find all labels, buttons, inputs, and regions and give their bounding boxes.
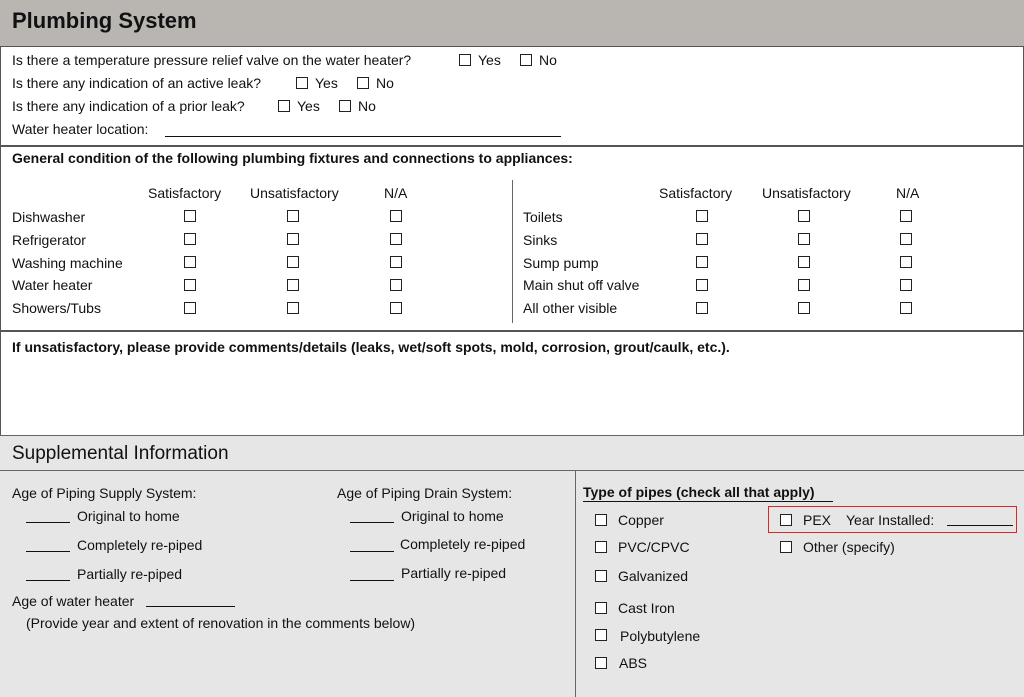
water-heater-age-label: Age of water heater (12, 593, 135, 609)
supply-partially-label: Partially re-piped (77, 566, 183, 582)
supply-original-blank[interactable] (26, 522, 70, 523)
fixture-label: Main shut off valve (523, 277, 640, 293)
left-col-unsatisfactory: Unsatisfactory (250, 185, 339, 201)
showers-satisfactory-checkbox[interactable] (184, 302, 196, 314)
sump-pump-unsatisfactory-checkbox[interactable] (798, 256, 810, 268)
supplemental-title: Supplemental Information (12, 443, 229, 464)
pipe-pex-label: PEX (803, 512, 832, 528)
supply-original-label: Original to home (77, 508, 180, 524)
active-leak-no-label: No (376, 75, 394, 91)
water-heater-location-label: Water heater location: (12, 121, 149, 137)
sump-pump-na-checkbox[interactable] (900, 256, 912, 268)
relief-valve-no-checkbox[interactable] (520, 54, 532, 66)
fixture-label: Refrigerator (12, 232, 86, 248)
relief-valve-yes-checkbox[interactable] (459, 54, 471, 66)
supply-label: Age of Piping Supply System: (12, 485, 197, 501)
fixture-label: Washing machine (12, 255, 123, 271)
relief-valve-yes-label: Yes (478, 52, 501, 68)
refrigerator-na-checkbox[interactable] (390, 233, 402, 245)
dishwasher-unsatisfactory-checkbox[interactable] (287, 210, 299, 222)
prior-leak-yes-checkbox[interactable] (278, 100, 290, 112)
toilets-na-checkbox[interactable] (900, 210, 912, 222)
supplemental-top-border (0, 435, 1024, 436)
pipe-polybutylene-checkbox[interactable] (595, 629, 607, 641)
shutoff-valve-na-checkbox[interactable] (900, 279, 912, 291)
water-heater-location-field[interactable] (165, 136, 561, 137)
fixture-label: Sump pump (523, 255, 599, 271)
drain-original-label: Original to home (401, 508, 504, 524)
pipes-heading-underline (583, 501, 833, 502)
sump-pump-satisfactory-checkbox[interactable] (696, 256, 708, 268)
fixtures-divider (512, 180, 513, 323)
drain-partially-blank[interactable] (350, 580, 394, 581)
pipe-abs-checkbox[interactable] (595, 657, 607, 669)
pipe-abs-label: ABS (619, 655, 648, 671)
pipe-other-label: Other (specify) (803, 539, 895, 555)
supply-completely-label: Completely re-piped (77, 537, 203, 553)
pipe-copper-label: Copper (618, 512, 664, 528)
dishwasher-satisfactory-checkbox[interactable] (184, 210, 196, 222)
fixture-label: Dishwasher (12, 209, 86, 225)
drain-completely-label: Completely re-piped (400, 536, 526, 552)
toilets-unsatisfactory-checkbox[interactable] (798, 210, 810, 222)
supply-partially-blank[interactable] (26, 580, 70, 581)
fixture-label: Toilets (523, 209, 563, 225)
fixture-label: Water heater (12, 277, 93, 293)
pipe-galvanized-label: Galvanized (618, 568, 689, 584)
fixture-label: Showers/Tubs (12, 300, 101, 316)
year-installed-field[interactable] (947, 525, 1013, 526)
right-col-satisfactory: Satisfactory (659, 185, 733, 201)
water-heater-unsatisfactory-checkbox[interactable] (287, 279, 299, 291)
sinks-na-checkbox[interactable] (900, 233, 912, 245)
section-header (0, 0, 1024, 47)
pipe-pex-checkbox[interactable] (780, 514, 792, 526)
shutoff-valve-satisfactory-checkbox[interactable] (696, 279, 708, 291)
fixtures-heading: General condition of the following plumbing fixtures and connections to appliances: (12, 150, 573, 166)
pipe-pvc-checkbox[interactable] (595, 541, 607, 553)
water-heater-satisfactory-checkbox[interactable] (184, 279, 196, 291)
washing-machine-satisfactory-checkbox[interactable] (184, 256, 196, 268)
prior-leak-no-checkbox[interactable] (339, 100, 351, 112)
drain-original-blank[interactable] (350, 522, 394, 523)
right-col-unsatisfactory: Unsatisfactory (762, 185, 851, 201)
supplemental-title-divider (0, 470, 1024, 471)
active-leak-yes-label: Yes (315, 75, 338, 91)
pipe-cast-iron-checkbox[interactable] (595, 602, 607, 614)
drain-label: Age of Piping Drain System: (337, 485, 513, 501)
sinks-satisfactory-checkbox[interactable] (696, 233, 708, 245)
supply-completely-blank[interactable] (26, 551, 70, 552)
dishwasher-na-checkbox[interactable] (390, 210, 402, 222)
pipe-copper-checkbox[interactable] (595, 514, 607, 526)
refrigerator-unsatisfactory-checkbox[interactable] (287, 233, 299, 245)
water-heater-na-checkbox[interactable] (390, 279, 402, 291)
fixture-label: Sinks (523, 232, 558, 248)
showers-na-checkbox[interactable] (390, 302, 402, 314)
showers-unsatisfactory-checkbox[interactable] (287, 302, 299, 314)
renovation-note: (Provide year and extent of renovation in the comments below) (26, 615, 416, 631)
question-relief-valve: Is there a temperature pressure relief valve on the water heater? (12, 52, 412, 68)
drain-completely-blank[interactable] (350, 551, 394, 552)
shutoff-valve-unsatisfactory-checkbox[interactable] (798, 279, 810, 291)
pipes-heading: Type of pipes (check all that apply) (583, 484, 815, 500)
toilets-satisfactory-checkbox[interactable] (696, 210, 708, 222)
water-heater-age-field[interactable] (146, 606, 235, 607)
question-active-leak: Is there any indication of an active leak? (12, 75, 262, 91)
left-col-satisfactory: Satisfactory (148, 185, 222, 201)
pipe-pvc-label: PVC/CPVC (618, 539, 690, 555)
active-leak-yes-checkbox[interactable] (296, 77, 308, 89)
relief-valve-no-label: No (539, 52, 557, 68)
prior-leak-no-label: No (358, 98, 376, 114)
all-other-na-checkbox[interactable] (900, 302, 912, 314)
refrigerator-satisfactory-checkbox[interactable] (184, 233, 196, 245)
pipe-cast-iron-label: Cast Iron (618, 600, 675, 616)
supplemental-divider (575, 470, 576, 697)
question-prior-leak: Is there any indication of a prior leak? (12, 98, 245, 114)
pipe-galvanized-checkbox[interactable] (595, 570, 607, 582)
washing-machine-na-checkbox[interactable] (390, 256, 402, 268)
pipe-polybutylene-label: Polybutylene (620, 628, 701, 644)
all-other-unsatisfactory-checkbox[interactable] (798, 302, 810, 314)
all-other-satisfactory-checkbox[interactable] (696, 302, 708, 314)
comments-label: If unsatisfactory, please provide comments/details (leaks, wet/soft spots, mold, corrosion, grout/caulk, etc.). (12, 339, 730, 355)
active-leak-no-checkbox[interactable] (357, 77, 369, 89)
year-installed-label: Year Installed: (846, 512, 935, 528)
prior-leak-yes-label: Yes (297, 98, 320, 114)
sinks-unsatisfactory-checkbox[interactable] (798, 233, 810, 245)
left-col-na: N/A (384, 185, 408, 201)
washing-machine-unsatisfactory-checkbox[interactable] (287, 256, 299, 268)
drain-partially-label: Partially re-piped (401, 565, 507, 581)
section-title: Plumbing System (12, 8, 197, 33)
pipe-other-checkbox[interactable] (780, 541, 792, 553)
right-col-na: N/A (896, 185, 920, 201)
fixture-label: All other visible (523, 300, 618, 316)
